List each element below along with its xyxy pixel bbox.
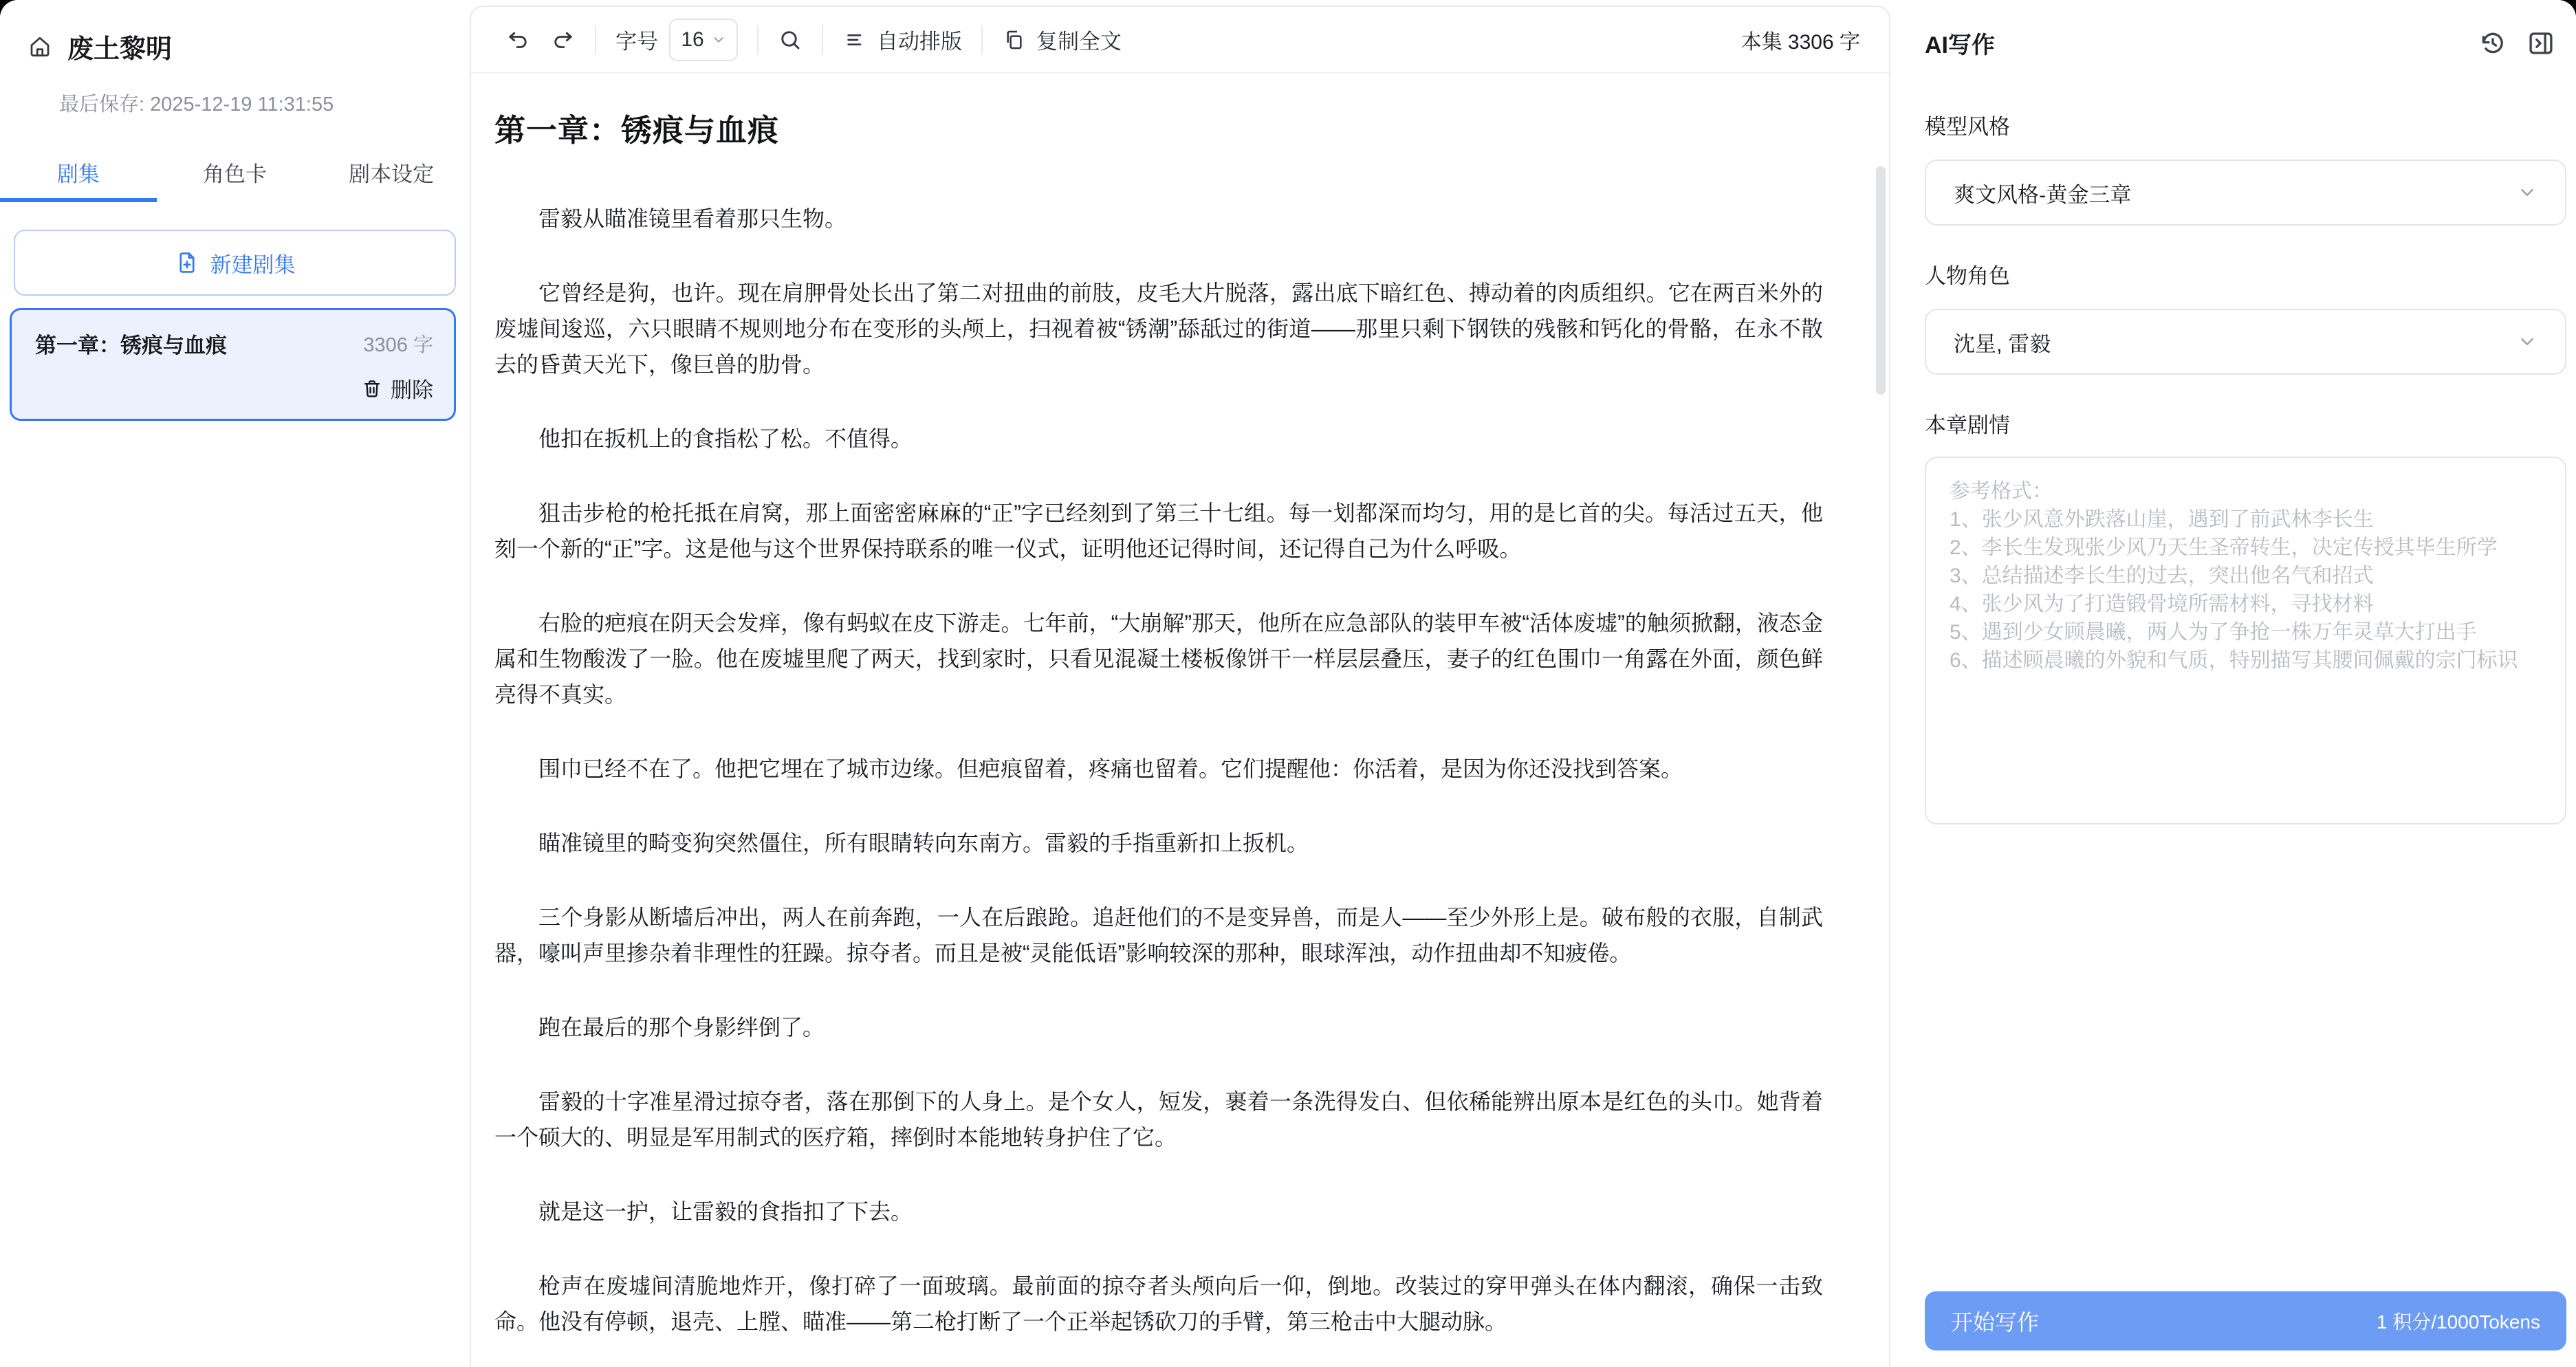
story-paragraph: 他扣在扳机上的食指松了松。不值得。 <box>538 426 913 451</box>
characters-select[interactable] <box>1925 309 2566 375</box>
redo-icon[interactable] <box>551 28 576 52</box>
story-paragraph: 右脸的疤痕在阴天会发痒，像有蚂蚁在皮下游走。七年前，“大崩解”那天，他所在应急部队的装甲车被“活体废墟”的触须掀翻，液态金属和生物酸泼了一脸。他在废墟里爬了两天，找到家时，只看见混凝土楼板像饼干一样层层叠压，妻子的红色围巾一角露在外面，颜色鲜亮得不真实。 <box>494 611 1823 707</box>
editor-card <box>470 6 1890 1367</box>
story-paragraph: 跑在最后的那个身影绊倒了。 <box>538 1015 825 1040</box>
chevron-down-icon <box>711 32 726 47</box>
tab-character-cards[interactable]: 角色卡 <box>203 162 267 186</box>
chapter-word-count: 本集 3306 字 <box>1740 30 1860 54</box>
sidebar-header <box>0 0 470 65</box>
story-paragraph: 围巾已经不在了。他把它埋在了城市边缘。但疤痕留着，疼痛也留着。它们提醒他：你活着，是因为你还没找到答案。 <box>538 756 1683 781</box>
auto-format-button[interactable] <box>842 24 962 55</box>
story-paragraph: 瞄准镜里的畸变狗突然僵住，所有眼睛转向东南方。雷毅的手指重新扣上扳机。 <box>538 831 1309 855</box>
collapse-panel-icon[interactable] <box>2526 29 2555 58</box>
characters-label: 人物角色 <box>1925 264 2010 288</box>
tab-script-settings[interactable]: 剧本设定 <box>349 162 435 186</box>
trash-icon <box>362 378 382 399</box>
file-plus-icon <box>175 250 199 275</box>
auto-format-icon <box>842 28 867 52</box>
home-icon[interactable] <box>28 34 52 59</box>
copy-icon <box>1002 28 1027 52</box>
project-title: 废土黎明 <box>67 35 173 64</box>
episode-delete-button[interactable] <box>35 373 433 404</box>
episode-title: 第一章：锈痕与血痕 <box>35 333 227 358</box>
auto-format-label: 自动排版 <box>877 30 962 54</box>
font-size-value: 16 <box>681 28 704 51</box>
episode-list-item[interactable] <box>10 308 456 421</box>
story-paragraph: 雷毅的十字准星滑过掠夺者，落在那倒下的人身上。是个女人，短发，裹着一条洗得发白、但依稀能辨出原本是红色的头巾。她背着一个硕大的、明显是军用制式的医疗箱，摔倒时本能地转身护住了它。 <box>494 1089 1823 1150</box>
undo-icon[interactable] <box>505 28 530 52</box>
new-episode-label: 新建剧集 <box>210 252 296 277</box>
model-style-select[interactable] <box>1925 160 2566 226</box>
copy-all-label: 复制全文 <box>1036 30 1122 54</box>
chevron-down-icon <box>2517 331 2537 352</box>
story-paragraph: 枪声在废墟间清脆地炸开，像打碎了一面玻璃。最前面的掠夺者头颅向后一仰，倒地。改装过的穿甲弹头在体内翻滚，确保一击致命。他没有停顿，退壳、上膛、瞄准——第二枪打断了一个正举起锈砍刀的手臂，第三枪击中大腿动脉。 <box>494 1273 1823 1334</box>
chapter-title: 第一章：锈痕与血痕 <box>494 113 780 148</box>
new-episode-button[interactable] <box>14 230 456 296</box>
start-writing-button[interactable] <box>1925 1291 2566 1350</box>
sidebar <box>0 0 470 1367</box>
editor-scrollbar-thumb[interactable] <box>1876 166 1886 395</box>
story-paragraph: 雷毅从瞄准镜里看着那只生物。 <box>538 206 847 231</box>
episode-delete-label: 删除 <box>391 378 433 402</box>
font-size-label: 字号 <box>615 30 658 54</box>
episode-row-main <box>35 328 433 359</box>
last-saved-text: 最后保存: 2025-12-19 11:31:55 <box>59 94 334 116</box>
token-price-label: 1 积分/1000Tokens <box>2376 1311 2540 1333</box>
ai-writing-panel <box>1890 0 2576 1367</box>
sidebar-tabs <box>0 153 470 198</box>
model-style-value: 爽文风格-黄金三章 <box>1954 182 2132 207</box>
ai-panel-title: AI写作 <box>1925 32 1995 58</box>
story-paragraph: 就是这一护，让雷毅的食指扣了下去。 <box>538 1199 913 1224</box>
story-paragraph: 它曾经是狗，也许。现在肩胛骨处长出了第二对扭曲的前肢，皮毛大片脱落，露出底下暗红色、搏动着的肉质组织。它在两百米外的废墟间逡巡，六只眼睛不规则地分布在变形的头颅上，扫视着被“锈潮”舔舐过的街道——那里只剩下钢铁的残骸和钙化的骨骼，在永不散去的昏黄天光下，像巨兽的肋骨。 <box>494 281 1823 377</box>
history-icon[interactable] <box>2478 29 2507 58</box>
font-size-select[interactable] <box>669 19 738 61</box>
model-style-label: 模型风格 <box>1925 115 2010 139</box>
editor-toolbar <box>471 7 1889 74</box>
story-paragraph: 三个身影从断墙后冲出，两人在前奔跑，一人在后踉跄。追赶他们的不是变异兽，而是人——至少外形上是。破布般的衣服，自制武器，嚎叫声里掺杂着非理性的狂躁。掠夺者。而且是被“灵能低语”影响较深的那种，眼球浑浊，动作扭曲却不知疲倦。 <box>494 905 1823 965</box>
story-body <box>494 201 1823 1339</box>
copy-all-button[interactable] <box>1002 24 1122 55</box>
plot-label: 本章剧情 <box>1925 413 2010 437</box>
characters-value: 沈星, 雷毅 <box>1954 331 2051 356</box>
editor-content[interactable] <box>471 74 1889 1339</box>
search-icon[interactable] <box>778 28 803 52</box>
story-paragraph: 狙击步枪的枪托抵在肩窝，那上面密密麻麻的“正”字已经刻到了第三十七组。每一划都深而均匀，用的是匕首的尖。每活过五天，他刻一个新的“正”字。这是他与这个世界保持联系的唯一仪式，证明他还记得时间，还记得自己为什么呼吸。 <box>494 501 1823 561</box>
ai-panel-header <box>1925 26 2566 60</box>
chevron-down-icon <box>2517 182 2537 203</box>
start-writing-label: 开始写作 <box>1951 1310 2040 1335</box>
episode-word-count: 3306 字 <box>363 334 433 356</box>
tab-episodes[interactable]: 剧集 <box>0 153 157 198</box>
plot-textarea[interactable] <box>1925 457 2566 824</box>
